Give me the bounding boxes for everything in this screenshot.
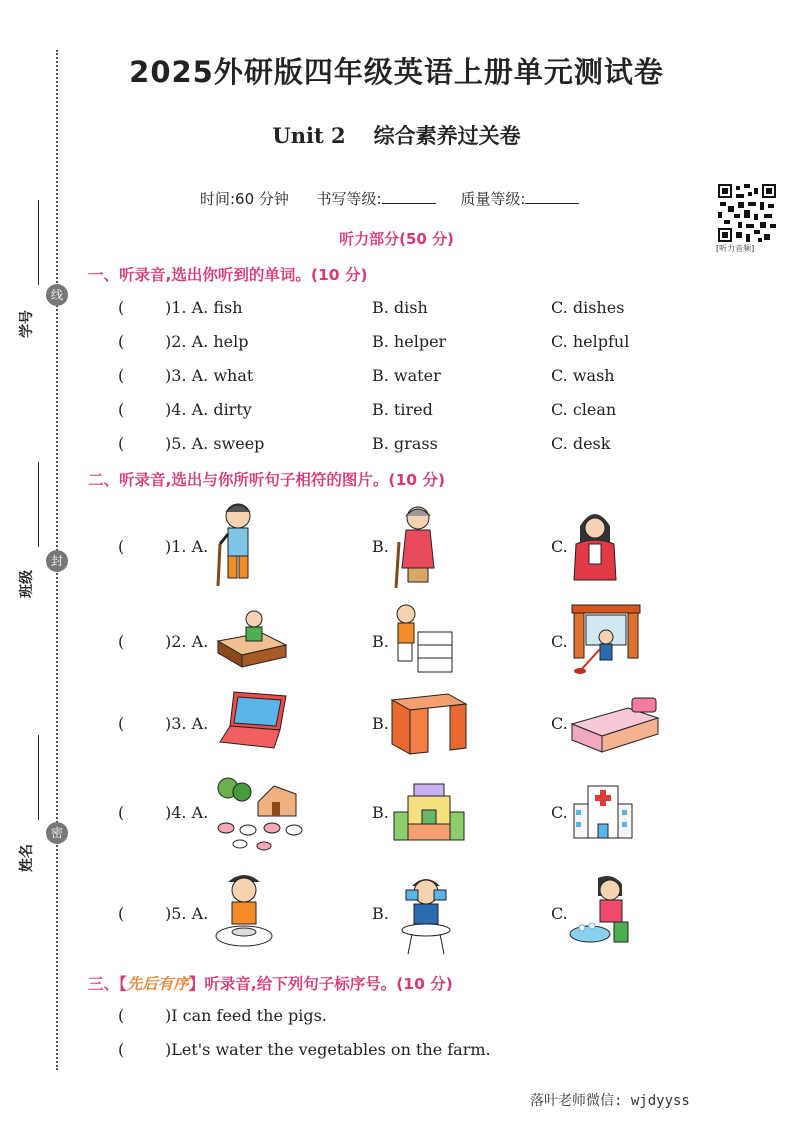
answer-bracket[interactable]: (	[118, 1040, 125, 1059]
option-a: )5. A.	[165, 904, 209, 923]
answer-bracket[interactable]: (	[118, 537, 125, 556]
option-c: C. clean	[551, 400, 617, 419]
hospital-icon[interactable]	[572, 784, 634, 840]
option-c: C.	[551, 714, 568, 733]
section1-heading: 一、听录音,选出你听到的单词。(10 分)	[88, 266, 368, 284]
subtitle-text: 综合素养过关卷	[373, 123, 521, 148]
writing-grade-label: 书写等级:	[316, 190, 382, 208]
option-b: B.	[372, 632, 389, 651]
time-label: 时间:60 分钟	[200, 190, 289, 208]
bed-icon[interactable]	[568, 692, 660, 758]
grandpa-icon[interactable]	[208, 500, 268, 590]
quality-grade-label: 质量等级:	[460, 190, 526, 208]
option-c: C. wash	[551, 366, 615, 385]
option-c: C. desk	[551, 434, 611, 453]
answer-bracket[interactable]: (	[118, 714, 125, 733]
wash-face-icon[interactable]	[398, 872, 454, 956]
option-b: B. grass	[372, 434, 438, 453]
option-a: )1. A.	[165, 537, 209, 556]
option-b: B. water	[372, 366, 441, 385]
option-c: C.	[551, 537, 568, 556]
clean-drawer-icon[interactable]	[392, 602, 454, 674]
option-b: B.	[372, 803, 389, 822]
wash-clothes-icon[interactable]	[568, 874, 636, 952]
option-c: C.	[551, 904, 568, 923]
answer-bracket[interactable]: (	[118, 1006, 125, 1025]
section3-number: 三、	[88, 975, 120, 993]
make-bed-icon[interactable]	[214, 605, 289, 670]
exam-meta	[200, 188, 579, 209]
option-a: )3. A.	[165, 714, 209, 733]
farm-icon[interactable]	[214, 772, 306, 856]
page-title: 2025外研版四年级英语上册单元测试卷	[129, 55, 664, 89]
tag-close: 】	[188, 975, 205, 993]
answer-bracket[interactable]: (	[118, 803, 125, 822]
footer-contact: 落叶老师微信: wjdyyss	[530, 1093, 690, 1109]
option-a: )1. A. fish	[165, 298, 243, 317]
option-a: )4. A.	[165, 803, 209, 822]
option-b: B. tired	[372, 400, 433, 419]
option-a: )5. A. sweep	[165, 434, 265, 453]
option-a: )4. A. dirty	[165, 400, 252, 419]
section2-heading: 二、听录音,选出与你所听句子相符的图片。(10 分)	[88, 471, 446, 489]
option-b: B. dish	[372, 298, 428, 317]
class-blank[interactable]	[38, 462, 39, 547]
page-subtitle	[0, 120, 793, 150]
option-c: C.	[551, 803, 568, 822]
answer-bracket[interactable]: (	[118, 904, 125, 923]
seal-mark-2: 封	[46, 550, 68, 572]
answer-bracket[interactable]: (	[118, 434, 125, 453]
option-b: B.	[372, 714, 389, 733]
mother-icon[interactable]	[570, 508, 620, 583]
unit-label: Unit 2	[272, 123, 346, 148]
qr-caption: [听力音频]	[716, 244, 755, 253]
answer-bracket[interactable]: (	[118, 632, 125, 651]
writing-grade-blank[interactable]	[382, 203, 436, 204]
option-b: B.	[372, 537, 389, 556]
school-icon[interactable]	[392, 782, 466, 842]
sentence-item: )Let's water the vegetables on the farm.	[165, 1040, 491, 1059]
option-b: B.	[372, 904, 389, 923]
desk-icon[interactable]	[388, 690, 468, 756]
option-b: B. helper	[372, 332, 447, 351]
name-blank[interactable]	[38, 735, 39, 820]
option-a: )2. A. help	[165, 332, 249, 351]
option-c: C. helpful	[551, 332, 630, 351]
option-c: C.	[551, 632, 568, 651]
option-a: )2. A.	[165, 632, 209, 651]
laptop-icon[interactable]	[218, 690, 290, 752]
answer-bracket[interactable]: (	[118, 298, 125, 317]
tag-text: 先后有序	[126, 975, 189, 993]
section3-instruction: 听录音,给下列句子标序号。(10 分)	[204, 975, 453, 993]
tag-open: 【	[119, 975, 127, 993]
listening-heading: 听力部分(50 分)	[339, 230, 454, 248]
seal-mark-1: 线	[46, 284, 68, 306]
name-label: 姓名	[19, 844, 35, 872]
seal-mark-3: 密	[46, 822, 68, 844]
quality-grade-blank[interactable]	[525, 203, 579, 204]
sweep-floor-icon[interactable]	[570, 603, 642, 675]
section3-heading	[88, 972, 453, 994]
class-label: 班级	[19, 570, 35, 598]
answer-bracket[interactable]: (	[118, 366, 125, 385]
answer-bracket[interactable]: (	[118, 400, 125, 419]
wash-dishes-icon[interactable]	[212, 870, 276, 956]
grandma-icon[interactable]	[390, 502, 445, 590]
student-no-label: 学号	[19, 310, 35, 338]
sentence-item: )I can feed the pigs.	[165, 1006, 327, 1025]
option-c: C. dishes	[551, 298, 625, 317]
answer-bracket[interactable]: (	[118, 332, 125, 351]
option-a: )3. A. what	[165, 366, 254, 385]
